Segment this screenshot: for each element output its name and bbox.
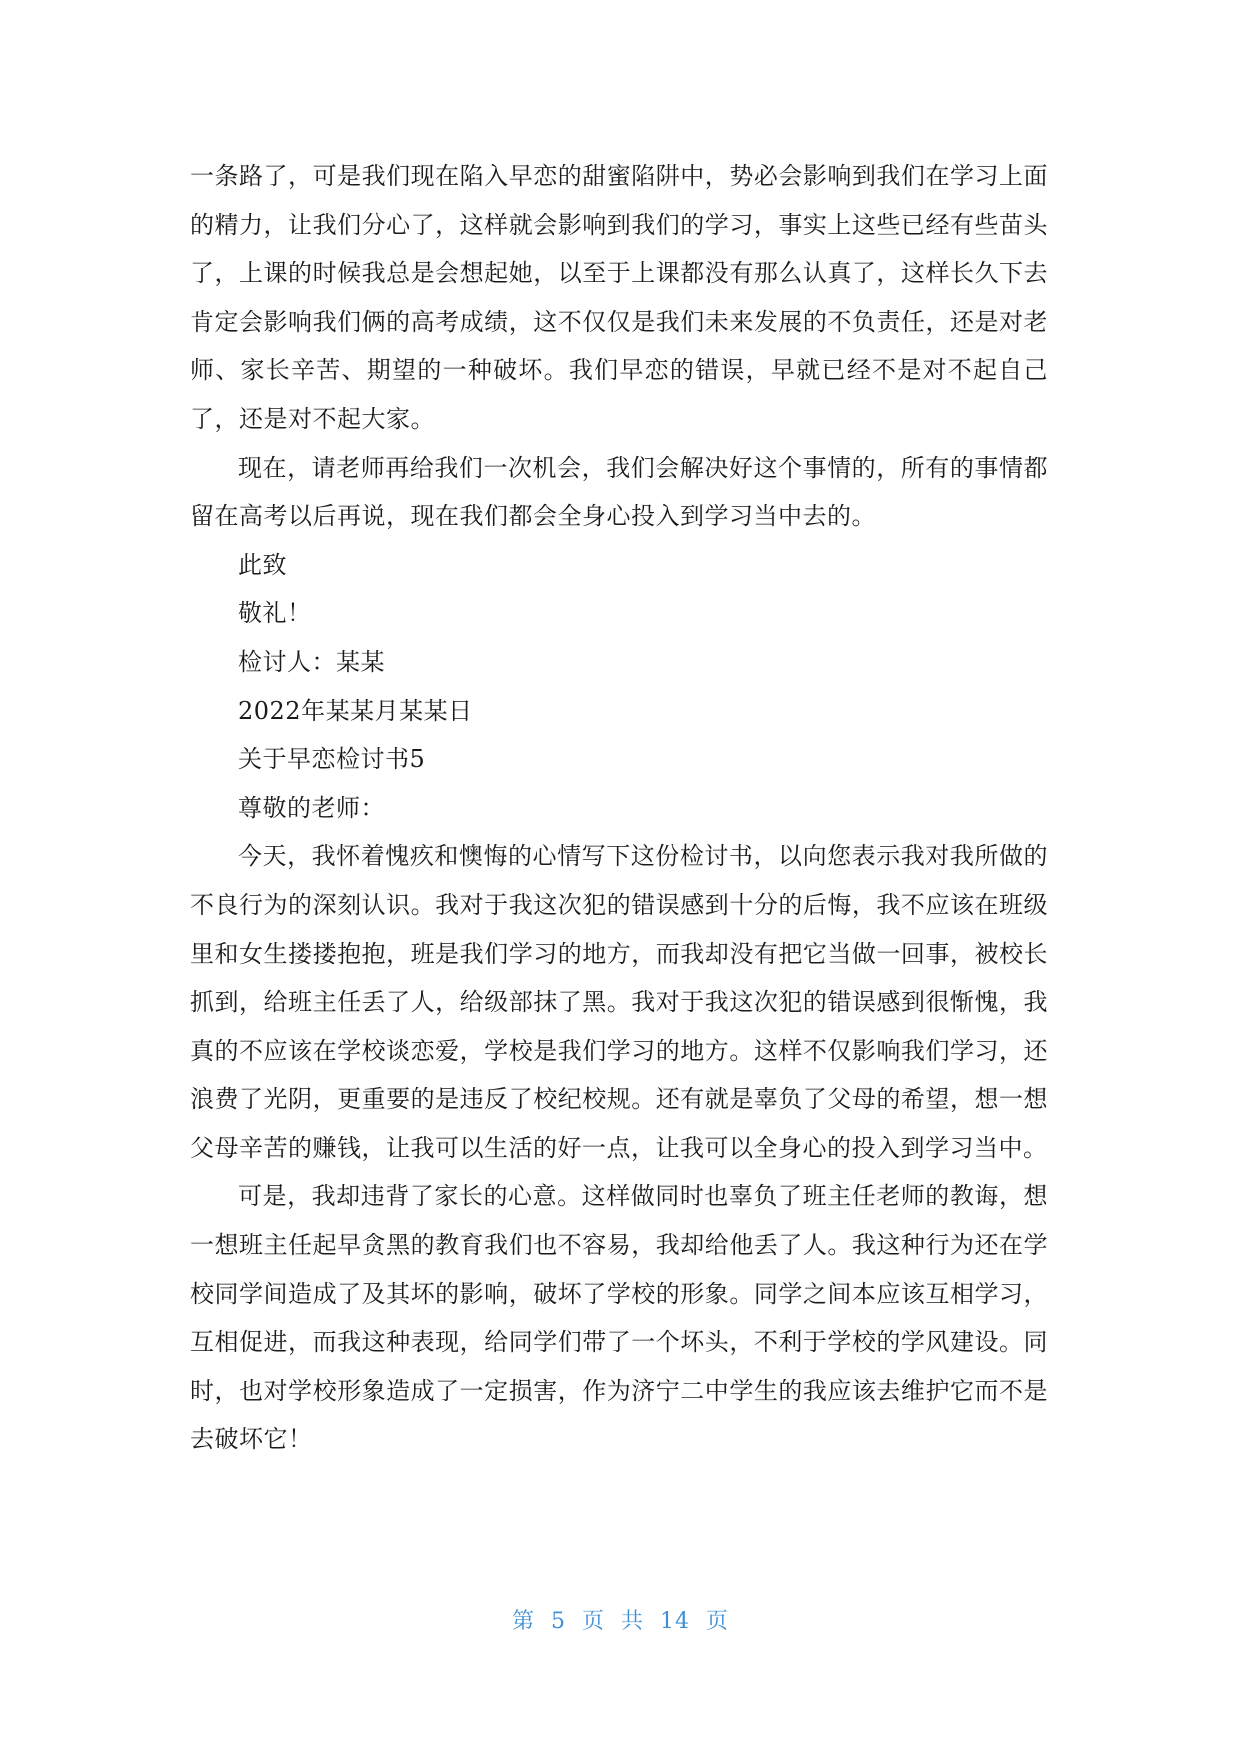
closing-salutation: 此致 <box>238 550 287 579</box>
footer-current-page: 5 <box>550 1609 566 1634</box>
footer-label-page: 第 <box>511 1609 535 1634</box>
signer-line: 检讨人：某某 <box>238 647 385 676</box>
paragraph-reflection: 今天，我怀着愧疚和懊悔的心情写下这份检讨书，以向您表示我对我所做的不良行为的深刻认识。我对于我这次犯的错误感到十分的后悔，我不应该在班级里和女生搂搂抱抱，班是我们学习的地方，而我却没有把它当做一回事，被校长抓到，给班主任丢了人，给级部抹了黑。我对于我这次犯的错误感到很惭愧，我真的不应该在学校谈恋爱，学校是我们学习的地方。这样不仅影响我们学习，还浪费了光阴，更重要的是违反了校纪校规。还有就是辜负了父母的希望，想一想父母辛苦的赚钱，让我可以生活的好一点，让我可以全身心的投入到学习当中。 <box>190 842 1048 1162</box>
greeting-line: 尊敬的老师： <box>238 793 385 822</box>
footer-label-page-unit: 页 <box>581 1609 605 1634</box>
paragraph-continuation: 一条路了，可是我们现在陷入早恋的甜蜜陷阱中，势必会影响到我们在学习上面的精力，让我们分心了，这样就会影响到我们的学习，事实上这些已经有些苗头了，上课的时候我总是会想起她，以至于上课都没有那么认真了，这样长久下去肯定会影响我们俩的高考成绩，这不仅仅是我们未来发展的不负责任，还是对老师、家长辛苦、期望的一种破坏。我们早恋的错误，早就已经不是对不起自己了，还是对不起大家。 <box>190 162 1048 433</box>
date-line: 2022年某某月某某日 <box>238 696 473 725</box>
footer-label-total: 共 <box>621 1609 645 1634</box>
closing-respect: 敬礼！ <box>238 599 312 628</box>
paragraph-request: 现在，请老师再给我们一次机会，我们会解决好这个事情的，所有的事情都留在高考以后再说，现在我们都会全身心投入到学习当中去的。 <box>190 453 1048 531</box>
section-title: 关于早恋检讨书5 <box>238 745 426 774</box>
paragraph-consequences: 可是，我却违背了家长的心意。这样做同时也辜负了班主任老师的教诲，想一想班主任起早贪黑的教育我们也不容易，我却给他丢了人。我这种行为还在学校同学间造成了及其坏的影响，破坏了学校的形象。同学之间本应该互相学习，互相促进，而我这种表现，给同学们带了一个坏头，不利于学校的学风建设。同时，也对学校形象造成了一定损害，作为济宁二中学生的我应该去维护它而不是去破坏它！ <box>190 1182 1048 1454</box>
footer-label-total-unit: 页 <box>706 1609 730 1634</box>
page-footer <box>0 1604 1241 1635</box>
footer-total-pages: 14 <box>660 1609 691 1634</box>
document-body <box>190 152 1048 1464</box>
